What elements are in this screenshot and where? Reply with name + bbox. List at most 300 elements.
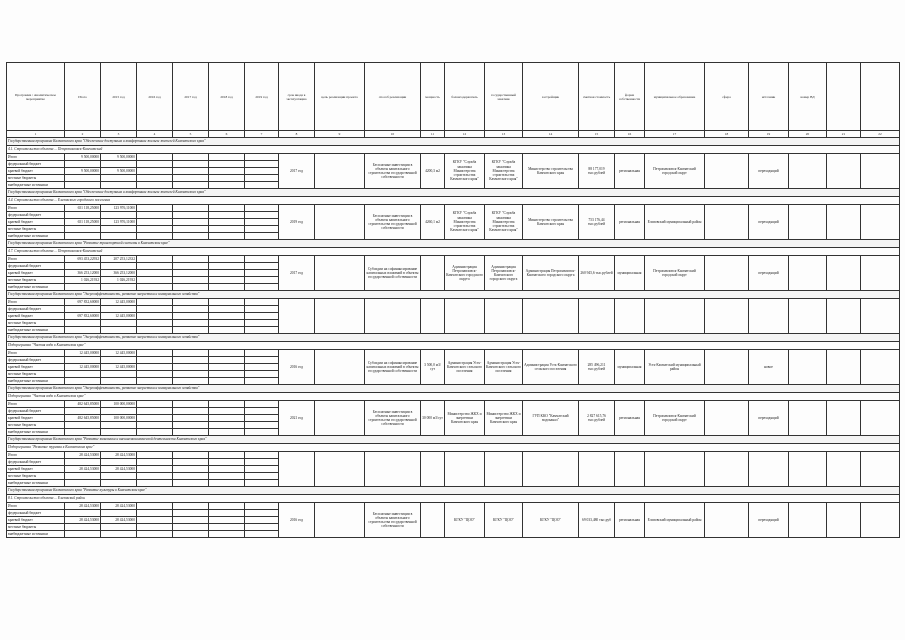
sphere: переходящий — [749, 256, 789, 291]
year-value — [209, 371, 245, 378]
total-value — [65, 422, 101, 429]
table-body — [7, 138, 900, 538]
header-cell: цель реализации проекта — [315, 63, 365, 131]
year-value — [209, 510, 245, 517]
doc-number — [861, 205, 900, 240]
year-value — [245, 480, 279, 487]
purpose — [315, 154, 365, 189]
year-value: 207 253,12332 — [101, 256, 137, 263]
year-value: 28 424,53000 — [101, 466, 137, 473]
sphere — [749, 299, 789, 334]
year-value — [245, 452, 279, 459]
program-title: Государственная программа Камчатского края "Развитие культуры в Камчатском крае" — [7, 487, 900, 495]
object-title-row — [7, 444, 900, 452]
program-title: Государственная программа Камчатского края "Обеспечение доступным и комфортным жильем жителей Камчатского края" — [7, 189, 900, 197]
year-value — [137, 408, 173, 415]
object-title: 4.4. Строительство объекта ... Елизовского городского поселения — [7, 197, 900, 205]
year-value — [245, 205, 279, 212]
program-title-row — [7, 487, 900, 495]
year-value — [137, 175, 173, 182]
year-value — [101, 371, 137, 378]
purpose — [315, 401, 365, 436]
note — [827, 154, 861, 189]
sphere: переходящий — [749, 401, 789, 436]
year-value — [137, 452, 173, 459]
year-value — [173, 371, 209, 378]
year-value — [209, 422, 245, 429]
total-value: 28 424,53000 — [65, 452, 101, 459]
year-value: 123 976,11000 — [101, 205, 137, 212]
balance-holder: КГКУ "Служба заказчика Министерства строительства Камчатского края" — [445, 205, 485, 240]
source-label: федеральный бюджет — [7, 510, 65, 517]
year-value — [209, 320, 245, 327]
year-value — [137, 524, 173, 531]
year-value — [137, 510, 173, 517]
source — [789, 299, 827, 334]
municipality: Петропавловск-Камчатский городской округ — [645, 256, 705, 291]
year-value — [101, 182, 137, 189]
year-value — [173, 284, 209, 291]
year-value — [209, 212, 245, 219]
column-number: 4 — [137, 131, 173, 138]
total-value — [65, 459, 101, 466]
column-number: 13 — [485, 131, 523, 138]
year-value — [245, 270, 279, 277]
year-value — [101, 480, 137, 487]
year-value — [245, 350, 279, 357]
ownership-form — [615, 299, 645, 334]
year-value — [245, 531, 279, 538]
year-value — [245, 364, 279, 371]
capacity: 4200,3 м2 — [421, 154, 445, 189]
year-value — [137, 306, 173, 313]
header-cell: срок ввода в эксплуатацию — [279, 63, 315, 131]
year-value — [245, 466, 279, 473]
source-label: внебюджетные источники — [7, 327, 65, 334]
total-value — [65, 473, 101, 480]
municipality: Усть-Камчатский муниципальный район — [645, 350, 705, 385]
year-value — [101, 327, 137, 334]
year-value — [173, 459, 209, 466]
year-value — [173, 219, 209, 226]
column-number: 14 — [523, 131, 579, 138]
year-value — [173, 517, 209, 524]
table-row — [7, 503, 900, 510]
source — [789, 452, 827, 487]
source-label: Итого — [7, 154, 65, 161]
program-title-row — [7, 189, 900, 197]
year-value — [209, 480, 245, 487]
municipality — [645, 452, 705, 487]
investment-type — [365, 299, 421, 334]
year-value — [173, 233, 209, 240]
investment-type: Бесплатные инвестиции в объекты капитального строительства государственной собственности — [365, 154, 421, 189]
year-value — [209, 378, 245, 385]
year-value — [137, 401, 173, 408]
year-value — [137, 161, 173, 168]
purpose — [315, 299, 365, 334]
source-label: краевой бюджет — [7, 517, 65, 524]
source — [789, 205, 827, 240]
year-value — [245, 401, 279, 408]
year-value — [209, 517, 245, 524]
note — [827, 401, 861, 436]
commission-year: 2017 год — [279, 154, 315, 189]
doc-number — [861, 154, 900, 189]
year-value — [173, 524, 209, 531]
sphere: новое — [749, 350, 789, 385]
year-value — [173, 313, 209, 320]
total-value: 28 424,53000 — [65, 517, 101, 524]
object-title: Подпрограмма "Чистая вода в Камчатском крае" — [7, 342, 900, 350]
ownership-form: муниципальная — [615, 256, 645, 291]
year-value — [173, 480, 209, 487]
source-label: федеральный бюджет — [7, 357, 65, 364]
total-value: 12 445,00000 — [65, 364, 101, 371]
year-value — [245, 175, 279, 182]
year-value: 366 253,12000 — [101, 270, 137, 277]
year-value — [245, 168, 279, 175]
year-value — [209, 313, 245, 320]
year-value — [245, 212, 279, 219]
source-label: местные бюджеты — [7, 524, 65, 531]
developer: Министерство строительства Камчатского края — [523, 205, 579, 240]
sphere-blank — [705, 299, 749, 334]
investment-type: Бесплатные инвестиции в объекты капитального строительства государственной собственности — [365, 205, 421, 240]
total-value: 482 645,85000 — [65, 415, 101, 422]
total-value — [65, 233, 101, 240]
column-number: 18 — [705, 131, 749, 138]
ownership-form: региональная — [615, 401, 645, 436]
state-customer: КГКУ "Служба заказчика Министерства строительства Камчатского края" — [485, 205, 523, 240]
year-value — [137, 320, 173, 327]
commission-year: 2019 год — [279, 205, 315, 240]
year-value — [173, 401, 209, 408]
capacity: 4260,1 м2 — [421, 205, 445, 240]
table-row — [7, 350, 900, 357]
municipality: Елизовский муниципальный район — [645, 503, 705, 538]
year-value — [173, 182, 209, 189]
year-value — [101, 422, 137, 429]
year-value — [137, 313, 173, 320]
year-value — [245, 524, 279, 531]
object-title-row — [7, 342, 900, 350]
year-value — [173, 299, 209, 306]
year-value — [137, 531, 173, 538]
year-value — [137, 503, 173, 510]
header-cell: муниципальное образование — [645, 63, 705, 131]
commission-year: 2016 год — [279, 350, 315, 385]
year-value — [137, 212, 173, 219]
year-value — [137, 357, 173, 364]
year-value — [209, 415, 245, 422]
total-value — [65, 175, 101, 182]
source-label: местные бюджеты — [7, 320, 65, 327]
total-value — [65, 327, 101, 334]
year-value — [173, 350, 209, 357]
capacity — [421, 256, 445, 291]
header-row — [7, 63, 900, 131]
source-label: краевой бюджет — [7, 219, 65, 226]
state-customer: Администрация Усть-Камчатского сельского поселения — [485, 350, 523, 385]
header-cell: мощность — [421, 63, 445, 131]
purpose — [315, 452, 365, 487]
year-value — [245, 327, 279, 334]
year-value — [209, 233, 245, 240]
program-title: Государственная программа Камчатского края "Развитие экономики и внешнеэкономической деятельности Камчатского края" — [7, 436, 900, 444]
source-label: краевой бюджет — [7, 364, 65, 371]
year-value — [101, 408, 137, 415]
year-value — [245, 256, 279, 263]
year-value — [137, 233, 173, 240]
capacity: 3 500,0 м3/сут — [421, 350, 445, 385]
source-label: федеральный бюджет — [7, 212, 65, 219]
year-value — [173, 364, 209, 371]
year-value — [173, 270, 209, 277]
year-value — [173, 408, 209, 415]
source-label: внебюджетные источники — [7, 284, 65, 291]
year-value — [137, 429, 173, 436]
source-label: внебюджетные источники — [7, 429, 65, 436]
year-value — [245, 357, 279, 364]
total-value — [65, 182, 101, 189]
estimated-cost: 285 496,211 тыс.рублей — [579, 350, 615, 385]
ownership-form: региональная — [615, 205, 645, 240]
balance-holder — [445, 452, 485, 487]
year-value — [245, 233, 279, 240]
header-cell: 2019 год — [245, 63, 279, 131]
column-number: 19 — [749, 131, 789, 138]
header-cell — [827, 63, 861, 131]
year-value — [245, 378, 279, 385]
year-value: 12 445,00000 — [101, 350, 137, 357]
year-value — [245, 299, 279, 306]
year-value — [245, 517, 279, 524]
year-value — [245, 371, 279, 378]
year-value — [209, 161, 245, 168]
table-row — [7, 401, 900, 408]
total-value: 651 118,25000 — [65, 219, 101, 226]
total-value: 9 500,00000 — [65, 154, 101, 161]
year-value — [137, 459, 173, 466]
source-label: Итого — [7, 401, 65, 408]
note — [827, 256, 861, 291]
column-number: 15 — [579, 131, 615, 138]
year-value — [173, 510, 209, 517]
total-value: 651 118,25000 — [65, 205, 101, 212]
year-value — [137, 182, 173, 189]
object-title-row — [7, 197, 900, 205]
doc-number — [861, 452, 900, 487]
investment-type: Бесплатные инвестиции в объекты капитального строительства государственной собственности — [365, 503, 421, 538]
municipality: Петропавловск-Камчатский городской округ — [645, 401, 705, 436]
year-value: 9 500,00000 — [101, 168, 137, 175]
year-value — [209, 175, 245, 182]
estimated-cost: 2 827 615,76 тыс.рублей — [579, 401, 615, 436]
total-value — [65, 429, 101, 436]
total-value: 28 424,53000 — [65, 503, 101, 510]
year-value — [173, 263, 209, 270]
year-value — [209, 284, 245, 291]
column-number-row — [7, 131, 900, 138]
table-row — [7, 154, 900, 161]
header-cell: 2017 год — [173, 63, 209, 131]
year-value — [101, 524, 137, 531]
balance-holder: Министерство ЖКХ и энергетики Камчатского края — [445, 401, 485, 436]
state-customer: КГКУ "ЦОО" — [485, 503, 523, 538]
source-label: Итого — [7, 205, 65, 212]
year-value — [245, 161, 279, 168]
year-value — [209, 327, 245, 334]
year-value — [173, 327, 209, 334]
year-value — [173, 452, 209, 459]
header-cell: 2015 год — [101, 63, 137, 131]
sphere-blank — [705, 154, 749, 189]
year-value — [137, 219, 173, 226]
year-value — [173, 212, 209, 219]
year-value — [209, 182, 245, 189]
total-value — [65, 161, 101, 168]
header-cell: государственный заказчик — [485, 63, 523, 131]
year-value — [173, 466, 209, 473]
source-label: федеральный бюджет — [7, 161, 65, 168]
column-number: 10 — [365, 131, 421, 138]
year-value — [173, 175, 209, 182]
source-label: местные бюджеты — [7, 422, 65, 429]
source-label: краевой бюджет — [7, 313, 65, 320]
year-value — [209, 401, 245, 408]
column-number: 1 — [7, 131, 65, 138]
total-value — [65, 306, 101, 313]
object-title-row — [7, 248, 900, 256]
year-value — [101, 306, 137, 313]
column-number: 22 — [861, 131, 900, 138]
total-value — [65, 226, 101, 233]
header-cell — [861, 63, 900, 131]
municipality: Петропавловск-Камчатский городской округ — [645, 154, 705, 189]
total-value: 366 253,12000 — [65, 270, 101, 277]
year-value: 12 445,00000 — [101, 299, 137, 306]
year-value — [209, 524, 245, 531]
total-value: 9 500,00000 — [65, 168, 101, 175]
header-cell: номер ВД — [789, 63, 827, 131]
program-title: Государственная программа Камчатского края "Энергоэффективность, развитие энергетики и коммунального хозяйства" — [7, 334, 900, 342]
sphere-blank — [705, 503, 749, 538]
sphere-blank — [705, 350, 749, 385]
source-label: местные бюджеты — [7, 226, 65, 233]
header-cell: балансодержатель — [445, 63, 485, 131]
purpose — [315, 205, 365, 240]
object-title: 8.1. Строительство объекта ... Елизовский район — [7, 495, 900, 503]
total-value — [65, 531, 101, 538]
year-value — [137, 364, 173, 371]
year-value — [137, 422, 173, 429]
sphere-blank — [705, 256, 749, 291]
source — [789, 256, 827, 291]
total-value: 1 026,21932 — [65, 277, 101, 284]
state-customer: Министерство ЖКХ и энергетики Камчатского края — [485, 401, 523, 436]
source-label: внебюджетные источники — [7, 531, 65, 538]
source — [789, 350, 827, 385]
doc-number — [861, 503, 900, 538]
year-value — [245, 263, 279, 270]
header-cell: сметная стоимость — [579, 63, 615, 131]
year-value: 123 976,11000 — [101, 219, 137, 226]
object-title-row — [7, 495, 900, 503]
sphere-blank — [705, 401, 749, 436]
year-value — [101, 226, 137, 233]
year-value — [137, 327, 173, 334]
year-value — [209, 226, 245, 233]
year-value — [173, 378, 209, 385]
program-title-row — [7, 334, 900, 342]
state-customer: КГКУ "Служба заказчика Министерства строительства Камчатского края" — [485, 154, 523, 189]
total-value — [65, 263, 101, 270]
municipality — [645, 299, 705, 334]
ownership-form: муниципальная — [615, 350, 645, 385]
source-label: краевой бюджет — [7, 168, 65, 175]
year-value — [137, 415, 173, 422]
year-value — [137, 480, 173, 487]
header-cell: 2016 год — [137, 63, 173, 131]
year-value — [245, 408, 279, 415]
developer: Администрация Петропавловск-Камчатского городского округа — [523, 256, 579, 291]
source-label: федеральный бюджет — [7, 408, 65, 415]
year-value — [245, 277, 279, 284]
header-cell: Программа / Аналитическое мероприятие — [7, 63, 65, 131]
developer: Администрация Усть-Камчатского сельского поселения — [523, 350, 579, 385]
estimated-cost — [579, 452, 615, 487]
investment-type — [365, 452, 421, 487]
developer: Министерство строительства Камчатского края — [523, 154, 579, 189]
developer — [523, 299, 579, 334]
column-number: 21 — [827, 131, 861, 138]
column-number: 7 — [245, 131, 279, 138]
year-value — [173, 256, 209, 263]
note — [827, 350, 861, 385]
state-customer — [485, 299, 523, 334]
sphere-blank — [705, 452, 749, 487]
year-value — [245, 473, 279, 480]
year-value — [173, 415, 209, 422]
estimated-cost — [579, 299, 615, 334]
doc-number — [861, 256, 900, 291]
total-value: 482 645,85000 — [65, 401, 101, 408]
year-value — [137, 263, 173, 270]
total-value — [65, 212, 101, 219]
year-value — [173, 422, 209, 429]
note — [827, 299, 861, 334]
balance-holder: КГКУ "Служба заказчика Министерства строительства Камчатского края" — [445, 154, 485, 189]
year-value — [245, 503, 279, 510]
year-value — [209, 357, 245, 364]
sphere-blank — [705, 205, 749, 240]
estimated-cost: 88 177,019 тыс.рублей — [579, 154, 615, 189]
year-value: 28 424,53000 — [101, 452, 137, 459]
year-value — [245, 284, 279, 291]
object-title: 4.1. Строительство объекта ... Петропавловск-Камчатский — [7, 146, 900, 154]
year-value — [137, 299, 173, 306]
capacity — [421, 452, 445, 487]
year-value — [209, 154, 245, 161]
year-value: 100 000,00000 — [101, 415, 137, 422]
year-value — [245, 429, 279, 436]
commission-year: 2021 год — [279, 401, 315, 436]
year-value: 28 424,53000 — [101, 503, 137, 510]
balance-holder: Администрация Усть-Камчатского сельского поселения — [445, 350, 485, 385]
year-value — [209, 256, 245, 263]
column-number: 6 — [209, 131, 245, 138]
